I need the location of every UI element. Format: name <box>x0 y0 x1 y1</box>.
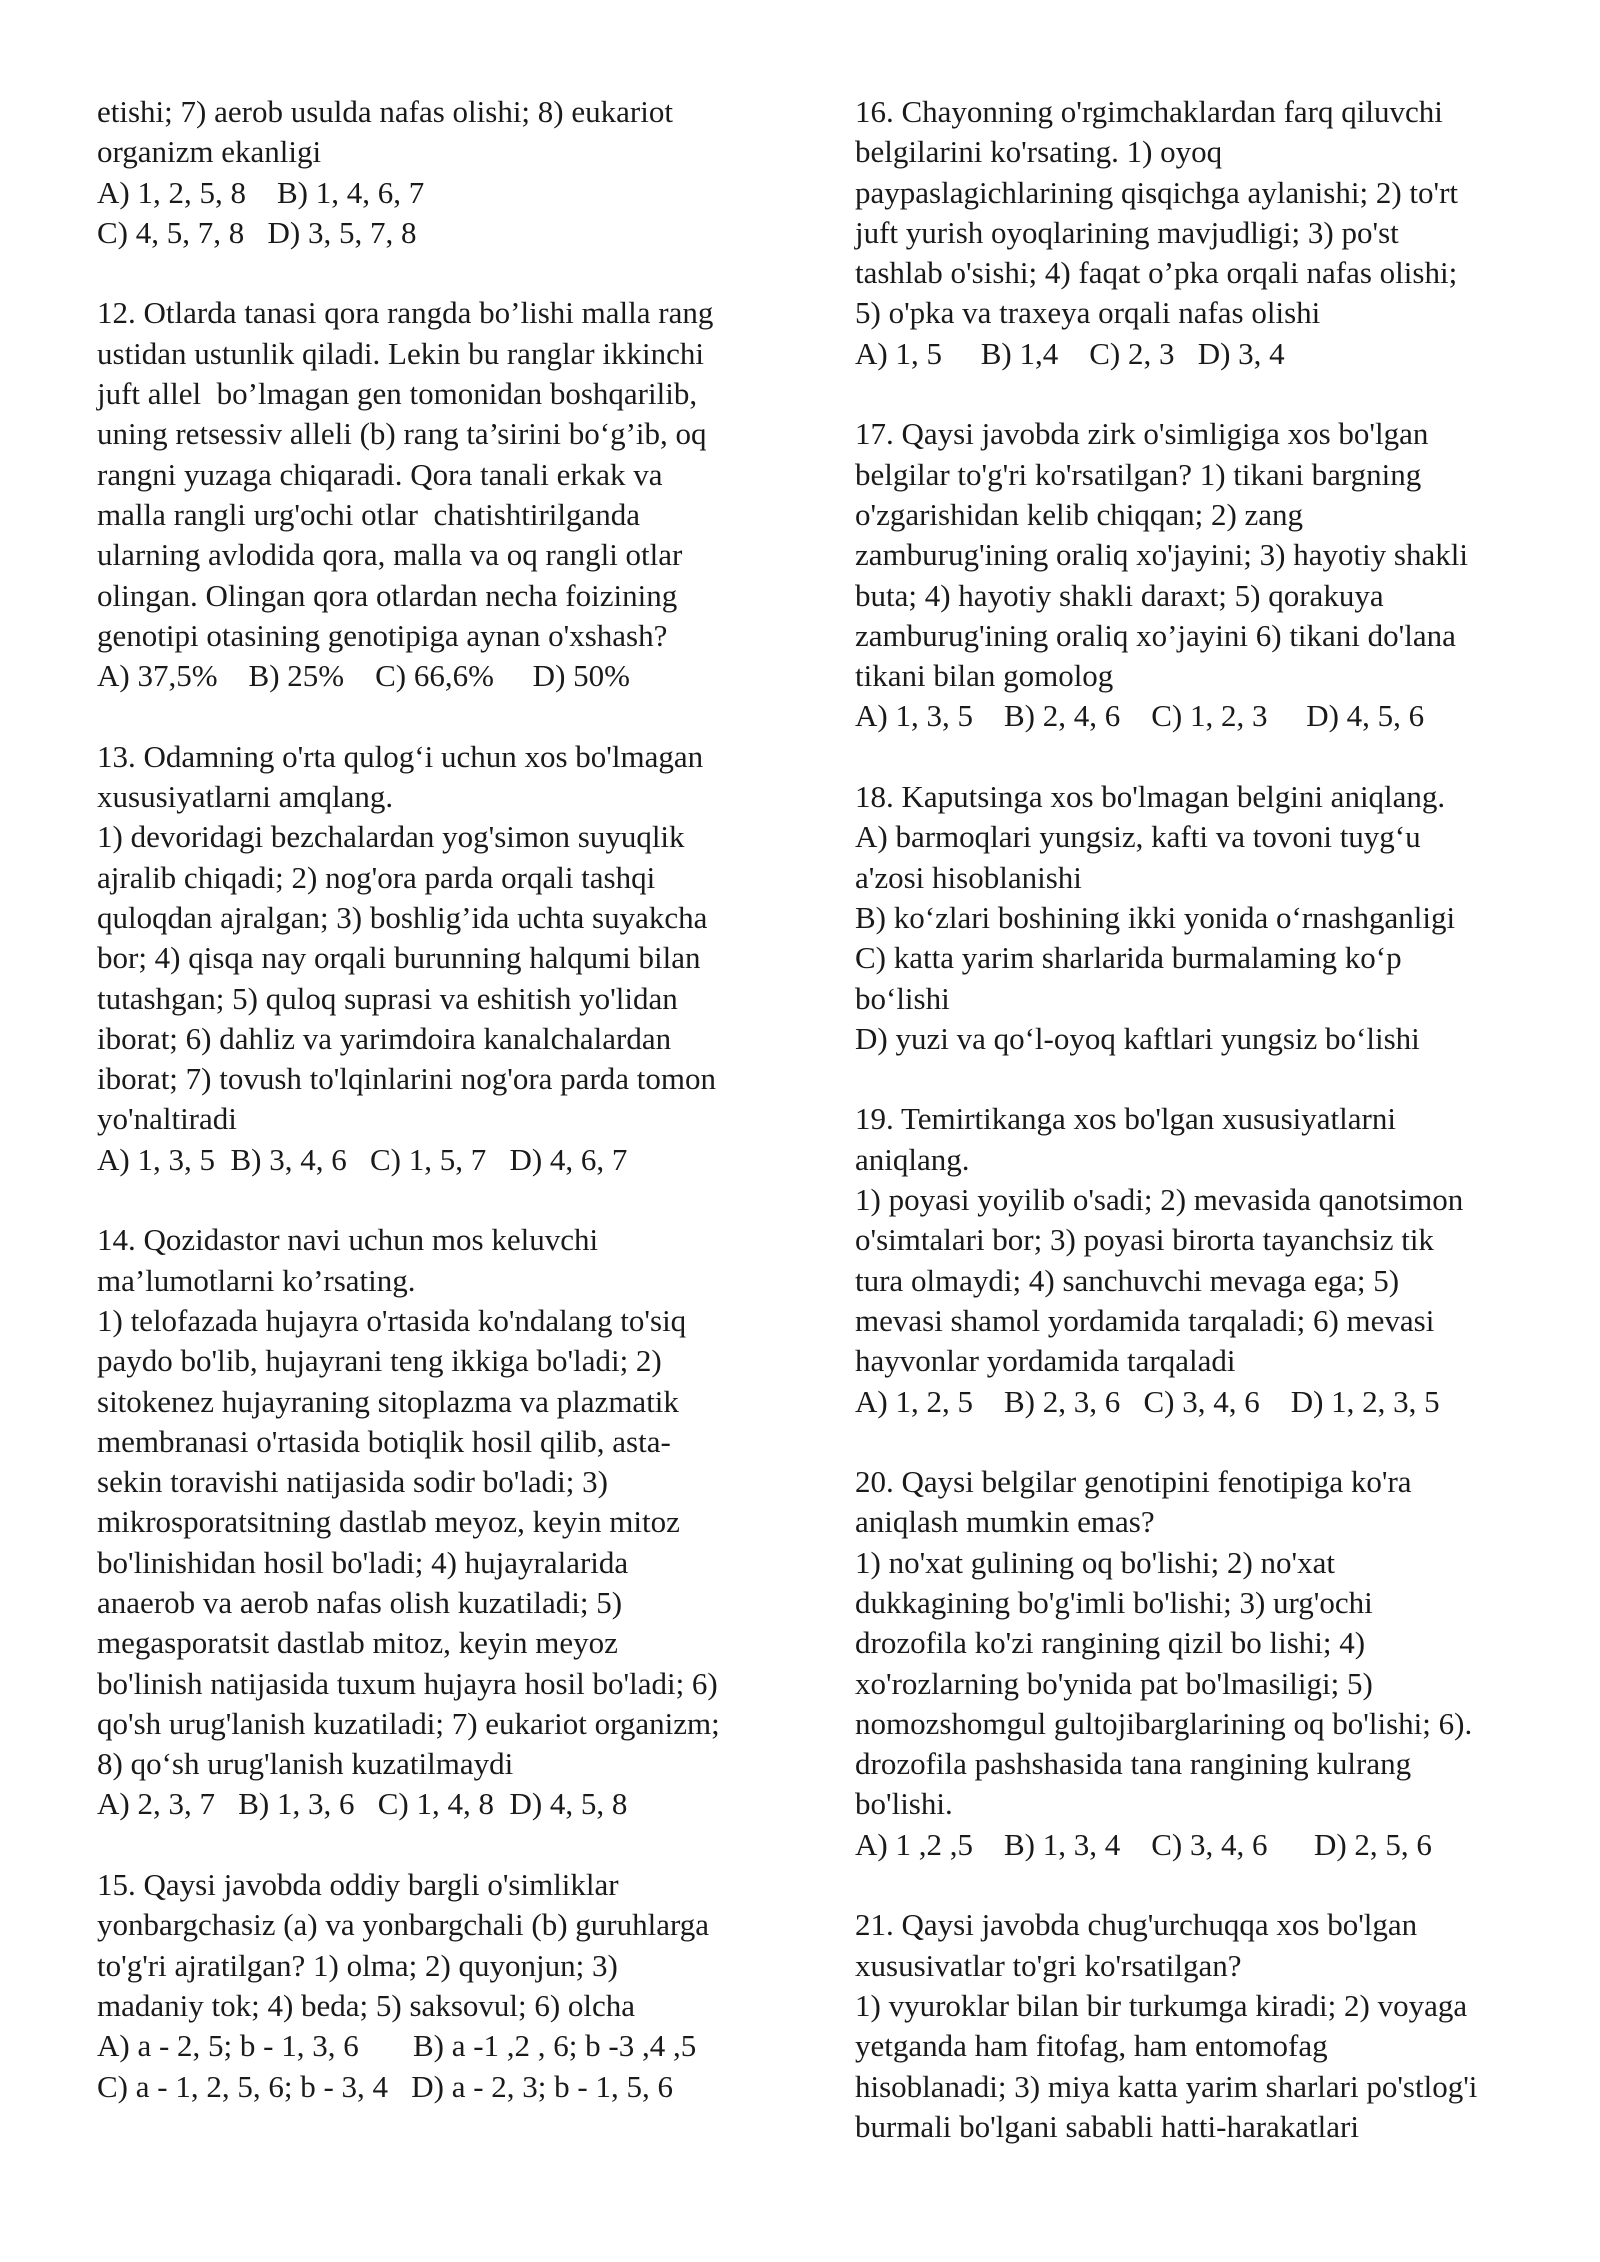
answer-options: A) 2, 3, 7 B) 1, 3, 6 C) 1, 4, 8 D) 4, 5, 8 <box>97 1786 628 1822</box>
question-text-line: xususiyatlarni amqlang. <box>97 779 394 815</box>
question-text-line: paydo bo'lib, hujayrani teng ikkiga bo'ladi; 2) <box>97 1343 662 1379</box>
answer-options: A) 1, 3, 5 B) 3, 4, 6 C) 1, 5, 7 D) 4, 6, 7 <box>97 1141 628 1177</box>
question-11-tail <box>97 92 787 253</box>
question-text-line: ma’lumotlarni ko’rsating. <box>97 1262 416 1298</box>
answer-option-c: bo‘lishi <box>855 980 950 1016</box>
question-text-line: 16. Chayonning o'rgimchaklardan farq qiluvchi <box>855 94 1443 129</box>
question-text-line: ajralib chiqadi; 2) nog'ora parda orqali tashqi <box>97 859 656 895</box>
question-text-line: megasporatsit dastlab mitoz, keyin meyoz <box>97 1625 618 1661</box>
question-21 <box>855 1905 1515 2147</box>
question-text-line: 17. Qaysi javobda zirk o'simligiga xos bo'lgan <box>855 416 1429 452</box>
question-text-line: madaniy tok; 4) beda; 5) saksovul; 6) olcha <box>97 1987 636 2023</box>
question-text-line: membranasi o'rtasida botiqlik hosil qilib, asta- <box>97 1423 671 1459</box>
question-text-line: 12. Otlarda tanasi qora rangda bo’lishi malla rang <box>97 295 714 331</box>
question-text-line: sitokenez hujayraning sitoplazma va plazmatik <box>97 1383 679 1419</box>
question-text-line: drozofila pashshasida tana rangining kulrang <box>855 1746 1412 1782</box>
question-text-line: 20. Qaysi belgilar genotipini fenotipiga ko'ra <box>855 1464 1412 1500</box>
question-text-line: nomozshomgul gultojibarglarining oq bo'lishi; 6). <box>855 1705 1473 1741</box>
question-text-line: yo'naltiradi <box>97 1101 237 1137</box>
question-text-line: bo'linish natijasida tuxum hujayra hosil bo'ladi; 6) <box>97 1665 718 1701</box>
question-text-line: buta; 4) hayotiy shakli daraxt; 5) qorakuya <box>855 577 1384 613</box>
paragraph-gap <box>855 374 1515 414</box>
question-19 <box>855 1099 1515 1421</box>
question-text-line: 14. Qozidastor navi uchun mos keluvchi <box>97 1222 599 1258</box>
question-text-line: zamburug'ining oraliq xo’jayini 6) tikani do'lana <box>855 617 1456 653</box>
question-text-line: paypaslagichlarining qisqichga aylanishi; 2) to'rt <box>855 174 1459 210</box>
paragraph-gap <box>855 1422 1515 1462</box>
question-text-line: tura olmaydi; 4) sanchuvchi mevaga ega; 5) <box>855 1262 1400 1298</box>
question-text-line: ularning avlodida qora, malla va oq rangli otlar <box>97 537 683 573</box>
question-text-line: tikani bilan gomolog <box>855 658 1114 694</box>
question-text-line: belgilarini ko'rsating. 1) oyoq <box>855 134 1223 170</box>
question-text-line: aniqlang. <box>855 1141 970 1177</box>
question-14 <box>97 1220 787 1824</box>
question-13 <box>97 737 787 1180</box>
question-text-line: dukkagining bo'g'imli bo'lishi; 3) urg'ochi <box>855 1584 1373 1620</box>
text-line: organizm ekanligi <box>97 134 322 170</box>
answer-options: A) 1 ,2 ,5 B) 1, 3, 4 C) 3, 4, 6 D) 2, 5, 6 <box>855 1826 1432 1862</box>
question-text-line: juft yurish oyoqlarining mavjudligi; 3) po'st <box>855 214 1399 250</box>
answer-options: A) 1, 5 B) 1,4 C) 2, 3 D) 3, 4 <box>855 335 1285 371</box>
question-12 <box>97 293 787 696</box>
answer-options: C) a - 1, 2, 5, 6; b - 3, 4 D) a - 2, 3; b - 1, 5, 6 <box>97 2068 673 2104</box>
question-text-line: 1) poyasi yoyilib o'sadi; 2) mevasida qanotsimon <box>855 1182 1464 1218</box>
question-text-line: 13. Odamning o'rta qulog‘i uchun xos bo'lmagan <box>97 738 704 774</box>
question-text-line: anaerob va aerob nafas olish kuzatiladi; 5) <box>97 1584 623 1620</box>
paragraph-gap <box>855 737 1515 777</box>
question-text-line: drozofila ko'zi rangining qizil bo lishi; 4) <box>855 1625 1366 1661</box>
text-line: etishi; 7) aerob usulda nafas olishi; 8) eukariot <box>97 94 673 129</box>
question-text-line: to'g'ri ajratilgan? 1) olma; 2) quyonjun; 3) <box>97 1947 618 1983</box>
question-text-line: bo'linishidan hosil bo'ladi; 4) hujayralarida <box>97 1544 629 1580</box>
answer-options: C) 4, 5, 7, 8 D) 3, 5, 7, 8 <box>97 214 417 250</box>
question-text-line: 1) vyuroklar bilan bir turkumga kiradi; 2) voyaga <box>855 1987 1468 2023</box>
question-text-line: tutashgan; 5) quloq suprasi va eshitish yo'lidan <box>97 980 678 1016</box>
question-text-line: mevasi shamol yordamida tarqaladi; 6) mevasi <box>855 1302 1435 1338</box>
question-15 <box>97 1865 787 2107</box>
question-text-line: belgilar to'g'ri ko'rsatilgan? 1) tikani bargning <box>855 456 1422 492</box>
question-text-line: tashlab o'sishi; 4) faqat o’pka orqali nafas olishi; <box>855 255 1458 291</box>
answer-options: A) 1, 2, 5, 8 B) 1, 4, 6, 7 <box>97 174 425 210</box>
paragraph-gap <box>97 1825 787 1865</box>
question-text-line: burmali bo'lgani sababli hatti-harakatlari <box>855 2108 1359 2144</box>
question-text-line: xususivatlar to'gri ko'rsatilgan? <box>855 1947 1242 1983</box>
question-text-line: yonbargchasiz (a) va yonbargchali (b) guruhlarga <box>97 1907 710 1943</box>
question-17 <box>855 414 1515 736</box>
question-text-line: 5) o'pka va traxeya orqali nafas olishi <box>855 295 1321 331</box>
answer-options: A) 1, 2, 5 B) 2, 3, 6 C) 3, 4, 6 D) 1, 2, 3, 5 <box>855 1383 1440 1419</box>
question-text-line: 21. Qaysi javobda chug'urchuqqa xos bo'lgan <box>855 1907 1418 1943</box>
question-text-line: o'simtalari bor; 3) poyasi birorta tayanchsiz tik <box>855 1222 1434 1258</box>
question-text-line: rangni yuzaga chiqaradi. Qora tanali erkak va <box>97 456 663 492</box>
question-text-line: uning retsessiv alleli (b) rang ta’sirini bo‘g’ib, oq <box>97 416 707 452</box>
question-text-line: 1) telofazada hujayra o'rtasida ko'ndalang to'siq <box>97 1302 687 1338</box>
answer-option-a: a'zosi hisoblanishi <box>855 859 1082 895</box>
question-18 <box>855 777 1515 1059</box>
question-text-line: genotipi otasining genotipiga aynan o'xshash? <box>97 617 668 653</box>
paragraph-gap <box>97 253 787 293</box>
question-text-line: iborat; 6) dahliz va yarimdoira kanalchalardan <box>97 1020 672 1056</box>
question-text-line: ustidan ustunlik qiladi. Lekin bu ranglar ikkinchi <box>97 335 704 371</box>
answer-option-d: D) yuzi va qo‘l-oyoq kaftlari yungsiz bo‘lishi <box>855 1020 1420 1056</box>
question-text-line: sekin toravishi natijasida sodir bo'ladi; 3) <box>97 1464 608 1500</box>
answer-options: A) 37,5% B) 25% C) 66,6% D) 50% <box>97 658 630 694</box>
question-text-line: bor; 4) qisqa nay orqali burunning halqumi bilan <box>97 940 701 976</box>
question-text-line: iborat; 7) tovush to'lqinlarini nog'ora parda tomon <box>97 1061 717 1097</box>
question-text-line: aniqlash mumkin emas? <box>855 1504 1155 1540</box>
question-text-line: juft allel bo’lmagan gen tomonidan boshqarilib, <box>97 376 698 412</box>
question-text-line: 15. Qaysi javobda oddiy bargli o'simliklar <box>97 1867 619 1903</box>
question-text-line: qo'sh urug'lanish kuzatiladi; 7) eukariot organizm; <box>97 1705 720 1741</box>
question-text-line: quloqdan ajralgan; 3) boshlig’ida uchta suyakcha <box>97 899 708 935</box>
answer-option-b: B) ko‘zlari boshining ikki yonida o‘rnashganligi <box>855 899 1456 935</box>
question-text-line: xo'rozlarning bo'ynida pat bo'lmasiligi; 5) <box>855 1665 1373 1701</box>
answer-option-c: C) katta yarim sharlarida burmalaming ko‘p <box>855 940 1402 976</box>
answer-options: A) a - 2, 5; b - 1, 3, 6 B) a -1 ,2 , 6; b -3 ,4 ,5 <box>97 2028 697 2064</box>
question-text-line: hisoblanadi; 3) miya katta yarim sharlari po'stlog'i <box>855 2068 1478 2104</box>
paragraph-gap <box>97 696 787 736</box>
answer-options: A) 1, 3, 5 B) 2, 4, 6 C) 1, 2, 3 D) 4, 5, 6 <box>855 698 1425 734</box>
right-column <box>855 92 1515 2147</box>
question-text-line: malla rangli urg'ochi otlar chatishtirilganda <box>97 496 641 532</box>
question-text-line: mikrosporatsitning dastlab meyoz, keyin mitoz <box>97 1504 680 1540</box>
question-text-line: 18. Kaputsinga xos bo'lmagan belgini aniqlang. <box>855 779 1446 815</box>
question-text-line: bo'lishi. <box>855 1786 953 1822</box>
question-text-line: yetganda ham fitofag, ham entomofag <box>855 2028 1328 2064</box>
paragraph-gap <box>855 1059 1515 1099</box>
question-text-line: zamburug'ining oraliq xo'jayini; 3) hayotiy shakli <box>855 537 1468 573</box>
question-text-line: hayvonlar yordamida tarqaladi <box>855 1343 1236 1379</box>
paragraph-gap <box>97 1180 787 1220</box>
question-text-line: 1) devoridagi bezchalardan yog'simon suyuqlik <box>97 819 685 855</box>
question-text-line: 19. Temirtikanga xos bo'lgan xususiyatlarni <box>855 1101 1396 1137</box>
paragraph-gap <box>855 1865 1515 1905</box>
question-text-line: 8) qo‘sh urug'lanish kuzatilmaydi <box>97 1746 514 1782</box>
question-16 <box>855 92 1515 374</box>
answer-option-a: A) barmoqlari yungsiz, kafti va tovoni tuyg‘u <box>855 819 1421 855</box>
question-text-line: olingan. Olingan qora otlardan necha foizining <box>97 577 678 613</box>
left-column <box>97 92 787 2107</box>
question-text-line: o'zgarishidan kelib chiqqan; 2) zang <box>855 496 1304 532</box>
question-20 <box>855 1462 1515 1865</box>
question-text-line: 1) no'xat gulining oq bo'lishi; 2) no'xat <box>855 1544 1336 1580</box>
